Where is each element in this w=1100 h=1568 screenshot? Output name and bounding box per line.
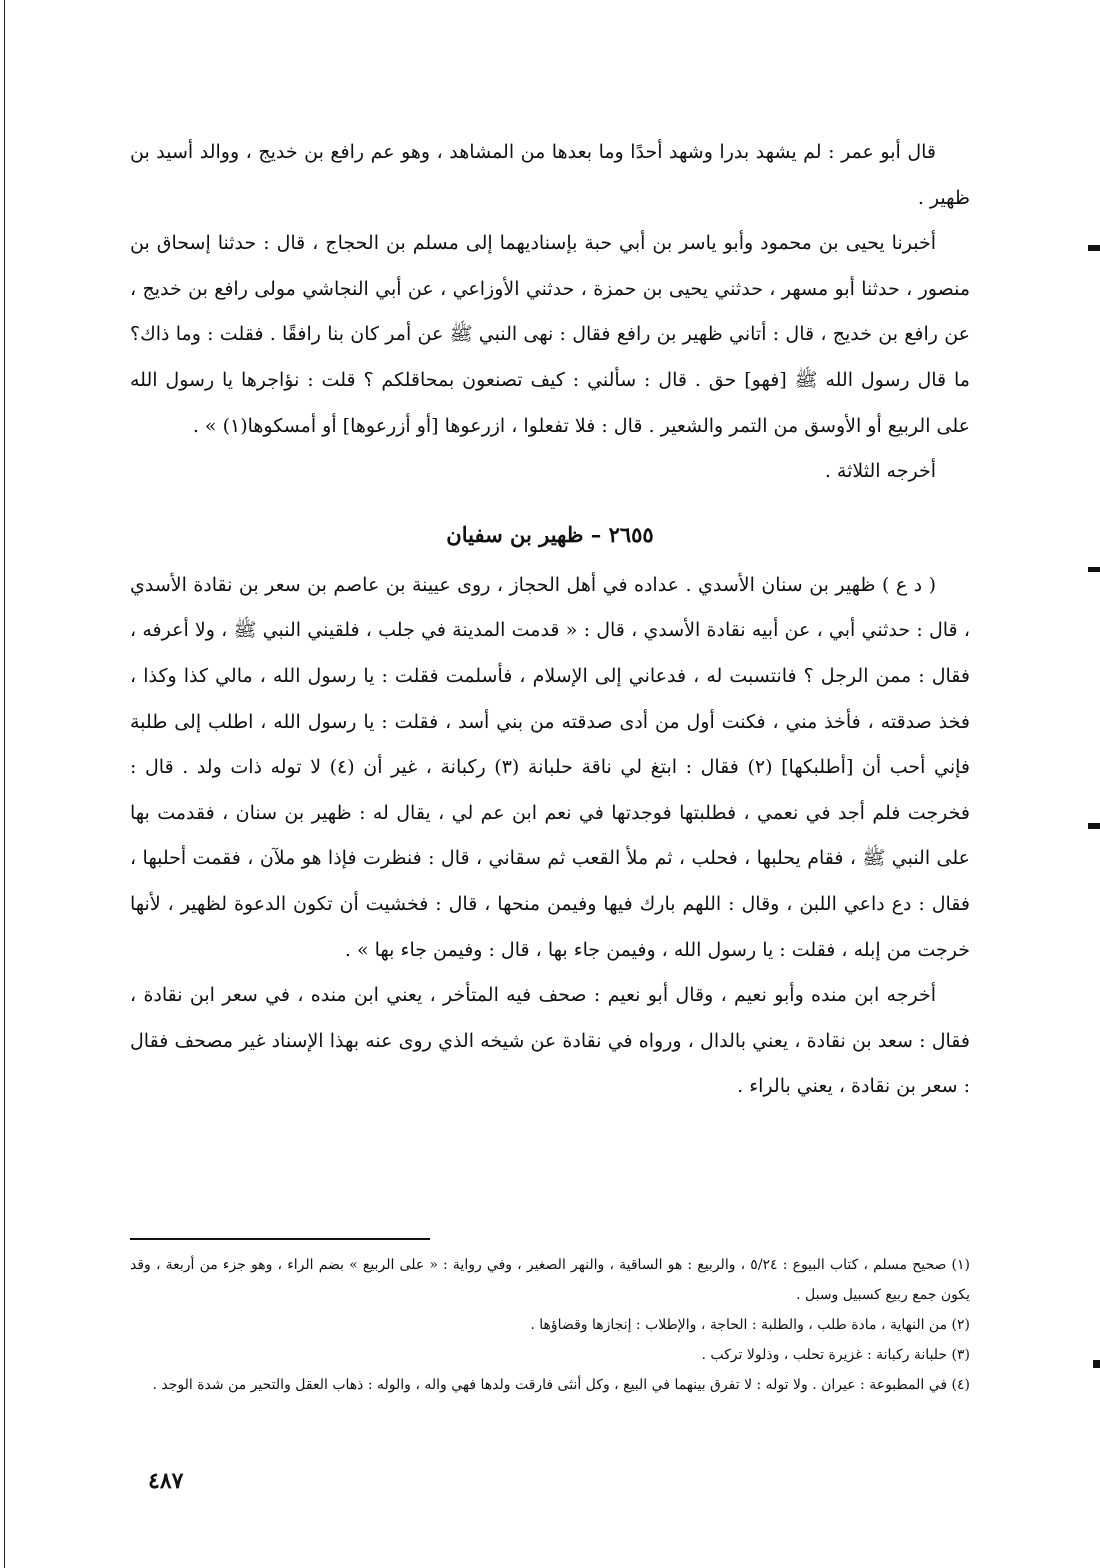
margin-mark xyxy=(1088,567,1100,572)
page-body xyxy=(130,130,970,1110)
footnote: (٤) في المطبوعة : عيران . ولا توله : لا تفرق بينهما في البيع ، وكل أنثى فارقت ولدها فهي واله ، والوله : ذهاب العقل والتحير من شدة الوجد . xyxy=(152,1377,970,1393)
footnote-divider xyxy=(130,1238,430,1240)
page-edge-line xyxy=(4,0,5,1568)
entry-paragraph: ( د ع ) ظهير بن سنان الأسدي . عداده في أهل الحجاز ، روى عيينة بن عاصم بن سعر بن نقادة الأسدي ، قال : حدثني أبي ، عن أبيه نقادة الأسدي ، قال : « قدمت المدينة في جلب ، فلقيني النبي ﷺ ، ولا أعرفه ، فقال : ممن الرجل ؟ فانتسبت له ، فدعاني إلى الإسلام ، فأسلمت فقلت : يا رسول الله ، مالي كذا وكذا ، فخذ صدقته ، فأخذ مني ، فكنت أول من أدى صدقته من بني أسد ، فقلت : يا رسول الله ، اطلب إلى طلبة فإني أحب أن [أطلبكها] (٢) فقال : ابتغ لي ناقة حلبانة (٣) ركبانة ، غير أن (٤) لا توله ذات ولد . قال : فخرجت فلم أجد في نعمي ، فطلبتها فوجدتها في نعم ابن عم لي ، يقال له : ظهير بن سنان ، فقدمت بها على النبي ﷺ ، فقام يحلبها ، فحلب ، ثم ملأ القعب ثم سقاني ، قال : فنظرت فإذا هو ملآن ، فقمت أحلبها ، فقال : دع داعي اللبن ، وقال : اللهم بارك فيها وفيمن منحها ، قال : فخشيت أن تكون الدعوة لظهير ، لأنها خرجت من إبله ، فقلت : يا رسول الله ، وفيمن جاء بها ، قال : وفيمن جاء بها » . xyxy=(130,573,970,961)
footnote: (١) صحيح مسلم ، كتاب البيوع : ٥/٢٤ ، والربيع : هو الساقية ، والنهر الصغير ، وفي رواية : « على الربيع » بضم الراء ، وهو جزء من أربعة ، وقد يكون جمع ربيع كسبيل وسبل . xyxy=(130,1257,970,1303)
entry-paragraph: أخرجه ابن منده وأبو نعيم ، وقال أبو نعيم : صحف فيه المتأخر ، يعني ابن منده ، في سعر ابن نقادة ، فقال : سعد بن نقادة ، يعني بالدال ، ورواه في نقادة عن شيخه الذي روى عنه بهذا الإسناد غير مصحف فقال : سعر بن نقادة ، يعني بالراء . xyxy=(130,984,970,1098)
footnote: (٢) من النهاية ، مادة طلب ، والطلبة : الحاجة ، والإطلاب : إنجازها وقضاؤها . xyxy=(530,1317,970,1333)
intro-paragraph: قال أبو عمر : لم يشهد بدرا وشهد أحدًا وما بعدها من المشاهد ، وهو عم رافع بن خديج ، ووالد أسيد بن ظهير . xyxy=(130,141,970,209)
margin-mark xyxy=(1093,1360,1100,1368)
hadith-paragraph: أخبرنا يحيى بن محمود وأبو ياسر بن أبي حبة بإسناديهما إلى مسلم بن الحجاج ، قال : حدثنا إسحاق بن منصور ، حدثنا أبو مسهر ، حدثني يحيى بن حمزة ، حدثني الأوزاعي ، عن أبي النجاشي مولى رافع بن خديج ، عن رافع بن خديج ، قال : أتاني ظهير بن رافع فقال : نهى النبي ﷺ عن أمر كان بنا رافقًا . فقلت : وما ذاك؟ ما قال رسول الله ﷺ [فهو] حق . قال : سألني : كيف تصنعون بمحاقلكم ؟ قلت : نؤاجرها يا رسول الله على الربيع أو الأوسق من التمر والشعير . قال : فلا تفعلوا ، ازرعوها [أو أزرعوها] أو أمسكوها(١) » . xyxy=(130,232,970,437)
attribution-line: أخرجه الثلاثة . xyxy=(824,460,936,483)
entry-heading: ٢٦٥٥ – ظهير بن سفيان xyxy=(446,521,654,547)
footnotes xyxy=(130,1250,970,1400)
footnote: (٣) حلبانة ركبانة : غزيرة تحلب ، وذلولا تركب . xyxy=(701,1347,970,1363)
margin-mark xyxy=(1088,245,1100,251)
page-number: ٤٨٧ xyxy=(148,1468,184,1494)
margin-mark xyxy=(1088,823,1100,829)
